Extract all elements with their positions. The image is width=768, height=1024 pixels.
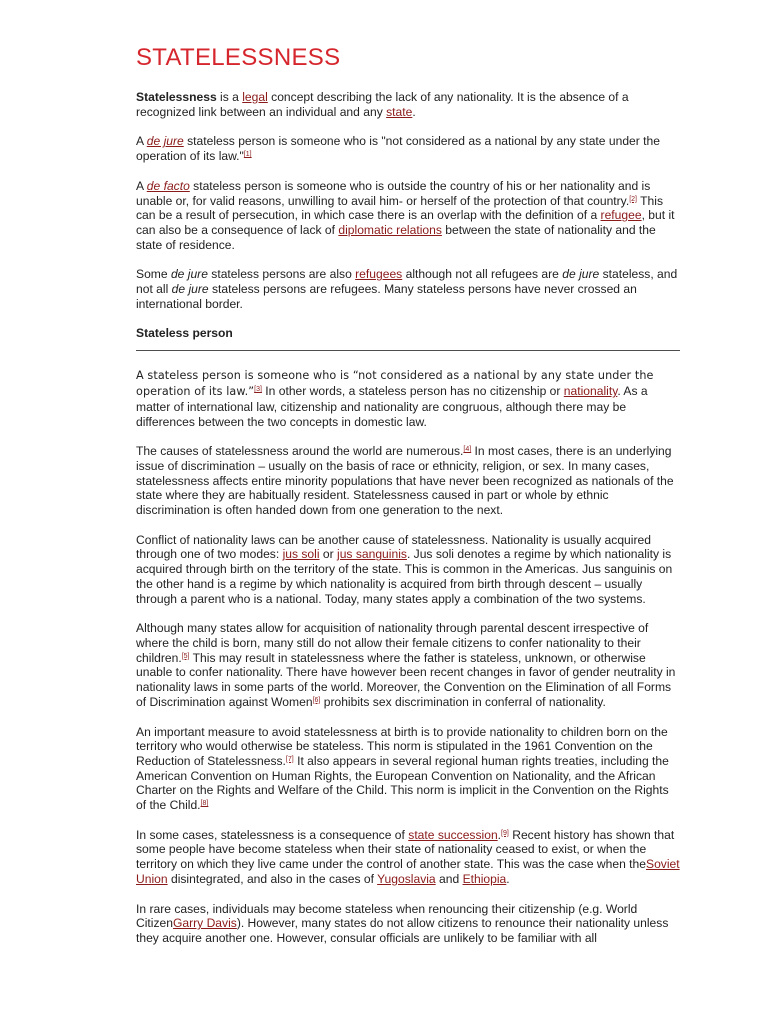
reference-marker bbox=[629, 196, 637, 203]
ref-link-9[interactable]: [9] bbox=[501, 829, 509, 837]
ref-link-8[interactable]: [8] bbox=[200, 800, 209, 808]
text-run: The causes of statelessness around the world are numerous. bbox=[136, 444, 464, 459]
text-run: ). However, many states do not allow citizens to renounce their nationality unless they acquire another one. However, consular officials are unlikely to be familiar with all bbox=[136, 916, 669, 945]
link-text: de facto bbox=[146, 178, 190, 193]
link-text: de jure bbox=[146, 134, 184, 149]
link-ethiopia[interactable]: Ethiopia bbox=[462, 871, 507, 886]
paragraph-state-succession bbox=[136, 828, 680, 887]
text-run: . bbox=[497, 827, 502, 842]
ref-link-3[interactable]: [3] bbox=[254, 386, 262, 394]
link-jus-soli[interactable]: jus soli bbox=[282, 547, 320, 562]
reference-marker bbox=[201, 800, 209, 807]
text-run: Conflict of nationality laws can be another cause of statelessness. Nationality is usually acquired through one of two modes: bbox=[136, 532, 651, 562]
text-run: is a bbox=[216, 90, 243, 104]
ref-link-1[interactable]: [1] bbox=[243, 151, 252, 159]
term-bold: Statelessness bbox=[136, 90, 217, 104]
text-run: , but it can also be a consequence of lack of bbox=[136, 208, 675, 237]
text-run: A stateless person is someone who is “not considered as a national by any state under the operation of its law.” bbox=[136, 369, 654, 399]
text-run: A bbox=[136, 134, 147, 149]
text-run: Although many states allow for acquisition of nationality through parental descent irrespective of where the child is born, many still do not allow their female citizens to confer nationality to their children. bbox=[136, 621, 649, 665]
text-run: prohibits sex discrimination in conferral of nationality. bbox=[320, 694, 606, 709]
text-run: disintegrated, and also in the cases of bbox=[167, 871, 378, 886]
link-diplomatic-relations[interactable]: diplomatic relations bbox=[338, 222, 442, 237]
paragraph-de-facto bbox=[136, 179, 680, 253]
text-run: In some cases, statelessness is a consequence of bbox=[136, 827, 409, 842]
text-run: stateless, and not all bbox=[136, 267, 678, 297]
text-run: An important measure to avoid statelessness at birth is to provide nationality to children born on the territory who would otherwise be stateless. This norm is stipulated in the 1961 Convention on the Reduction of Statelessness. bbox=[136, 724, 668, 768]
reference-marker bbox=[254, 386, 262, 393]
page-title: STATELESSNESS bbox=[136, 44, 341, 71]
text-run: or bbox=[319, 547, 338, 562]
paragraph-conflict-of-laws bbox=[136, 533, 680, 607]
text-run: Some bbox=[136, 267, 171, 282]
text-run: In rare cases, individuals may become stateless when renouncing their citizenship (e.g. World Citizen bbox=[136, 901, 638, 931]
link-de-jure[interactable] bbox=[147, 134, 184, 148]
text-run: stateless persons are also bbox=[207, 267, 356, 282]
reference-marker bbox=[182, 653, 190, 660]
text-run: This can be a result of persecution, in which case there is an overlap with the definition of a bbox=[136, 193, 663, 223]
link-garry-davis[interactable]: Garry Davis bbox=[172, 916, 237, 931]
text-run: In most cases, there is an underlying issue of discrimination – usually on the basis of race or ethnicity, religion, or sex. In many cases, statelessness affects entire minority populations that have never been recognized as nationals of the state where they are habitually resident. Statelessness caused in part or whole by ethnic discrimination is often handed down from one generation to the next. bbox=[136, 444, 674, 518]
paragraph-birth-measure bbox=[136, 725, 680, 813]
paragraph-renouncing bbox=[136, 902, 680, 946]
text-run: In other words, a stateless person has no citizenship or bbox=[261, 384, 564, 399]
ref-link-5[interactable]: [5] bbox=[181, 652, 190, 660]
italic-term: de jure bbox=[171, 282, 209, 297]
paragraph-definition bbox=[136, 90, 680, 119]
text-run: . bbox=[506, 871, 510, 886]
text-run: This may result in statelessness where the father is stateless, unknown, or otherwise unable to confer nationality. There have however been recent changes in favor of gender neutrality in nationality laws in some parts of the world. Moreover, the Convention on the Elimination of all Forms of Discrimination against Women bbox=[136, 650, 676, 709]
reference-marker bbox=[286, 756, 294, 763]
text-run: and bbox=[435, 871, 463, 886]
link-legal[interactable]: legal bbox=[242, 90, 268, 104]
text-run: although not all refugees are bbox=[402, 267, 563, 282]
paragraph-causes bbox=[136, 444, 680, 518]
text-run: stateless person is someone who is "not considered as a national by any state under the operation of its law." bbox=[136, 134, 660, 164]
paragraph-stateless-person bbox=[136, 368, 680, 429]
section-heading: Stateless person bbox=[136, 326, 680, 351]
paragraph-de-jure bbox=[136, 134, 680, 163]
text-run: It also appears in several regional human rights treaties, including the American Convention on Human Rights, the European Convention on Nationality, and the African Charter on the Rights and Welfare of the Child. This norm is implicit in the Convention on the Rights of the Child. bbox=[136, 753, 669, 813]
link-de-facto[interactable] bbox=[147, 179, 190, 193]
paragraph-parental-descent bbox=[136, 621, 680, 709]
link-jus-sanguinis[interactable]: jus sanguinis bbox=[337, 547, 407, 562]
link-state[interactable]: state bbox=[386, 104, 413, 119]
text-run: concept describing the lack of any nationality. It is the absence of a recognized link between an individual and any bbox=[136, 90, 629, 119]
paragraph-refugees bbox=[136, 267, 680, 311]
article-body bbox=[136, 44, 680, 961]
italic-term: de jure bbox=[170, 267, 208, 282]
text-run: stateless persons are refugees. Many stateless persons have never crossed an international border. bbox=[136, 282, 637, 311]
link-soviet-union[interactable]: Soviet Union bbox=[136, 857, 680, 886]
text-run: Recent history has shown that some people have become stateless when their state of nationality ceased to exist, or when the territory on which they live came under the control of another state. This was the case when the bbox=[136, 827, 675, 872]
italic-term: de jure bbox=[562, 267, 600, 282]
text-run: . As a matter of international law, citizenship and nationality are congruous, although there may be differences between the two concepts in domestic law. bbox=[136, 384, 648, 429]
reference-marker bbox=[501, 830, 509, 837]
link-yugoslavia[interactable]: Yugoslavia bbox=[377, 871, 436, 886]
ref-link-2[interactable]: [2] bbox=[629, 195, 637, 203]
link-refugees[interactable]: refugees bbox=[355, 267, 403, 282]
text-run: . bbox=[412, 104, 416, 119]
reference-marker bbox=[244, 151, 252, 158]
text-run: between the state of nationality and the state of residence. bbox=[136, 222, 656, 252]
text-run: A bbox=[136, 178, 147, 193]
link-state-succession[interactable]: state succession bbox=[408, 827, 498, 842]
text-run: stateless person is someone who is outside the country of his or her nationality and is unable or, for valid reasons, unwilling to avail him- or herself of the protection of that country. bbox=[136, 178, 651, 208]
ref-link-6[interactable]: [6] bbox=[312, 696, 321, 704]
link-nationality[interactable]: nationality bbox=[563, 384, 618, 399]
text-run: . Jus soli denotes a regime by which nationality is acquired through birth on the territory of the state. This is common in the Americas. Jus sanguinis on the other hand is a regime by which nationality is acquired from birth through descent – usually through a parent who is a national. Today, many states apply a combination of the two systems. bbox=[136, 547, 673, 606]
ref-link-4[interactable]: [4] bbox=[463, 446, 472, 454]
link-refugee[interactable]: refugee bbox=[600, 208, 642, 223]
ref-link-7[interactable]: [7] bbox=[285, 755, 294, 763]
